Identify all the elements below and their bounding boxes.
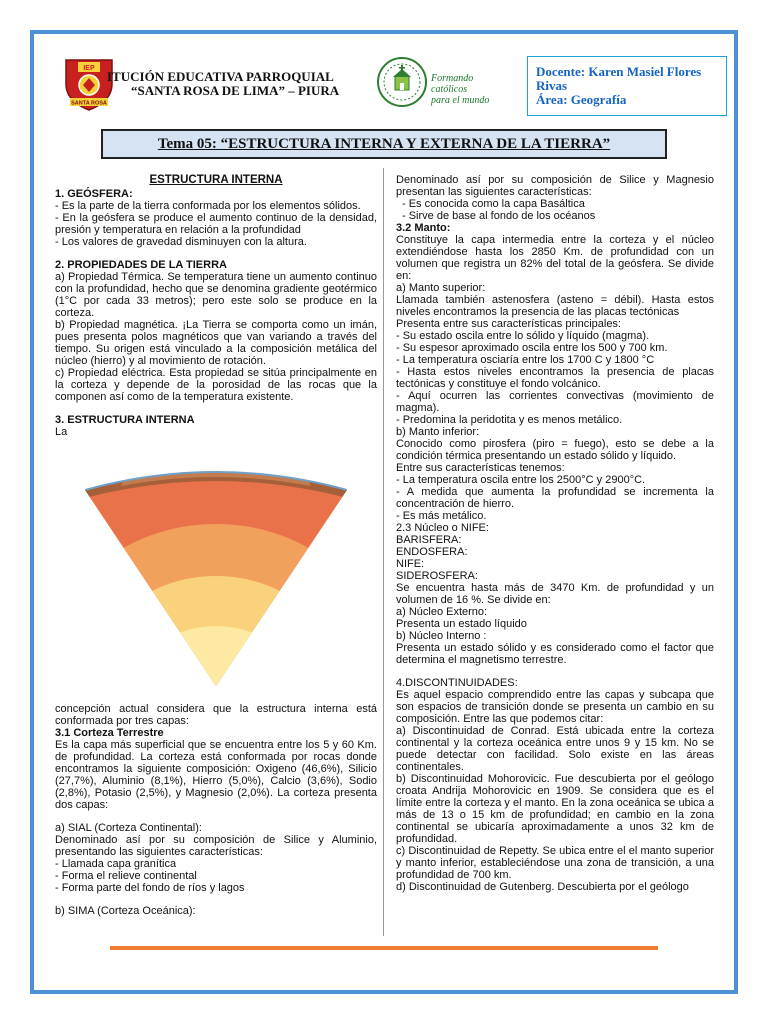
property-electric: c) Propiedad eléctrica. Esta propiedad se sitúa principalmente en la corteza y depende de la porosidad de las rocas que la componen así como de la temperatura existente. <box>55 367 377 403</box>
sima-heading: b) SIMA (Corteza Oceánica): <box>55 905 196 917</box>
geosfera-heading: 1. GEÓSFERA: <box>55 188 133 200</box>
school-name <box>107 70 339 98</box>
slogan-line-2: católicos <box>431 84 468 95</box>
properties-heading: 2. PROPIEDADES DE LA TIERRA <box>55 259 227 271</box>
catholic-seal-logo <box>376 56 428 108</box>
upper-mantle-item-4: - Su espesor aproximado oscila entre los 500 y 700 km. <box>396 342 668 354</box>
upper-mantle-item-7: - Aquí ocurren las corrientes convectivas (movimiento de magma). <box>396 390 714 414</box>
core-name-1: BARISFERA: <box>396 534 462 546</box>
lower-mantle-item-1: Conocido como pirosfera (piro = fuego), esto se debe a la condición térmica presentando un estado sólido y líquido. <box>396 438 714 462</box>
mantle-text: Constituye la capa intermedia entre la corteza y el núcleo extendiéndose hasta los 2850 Km. de profundidad con un volumen que registra un 82% del total de la geósfera. Se divide en: <box>396 234 714 282</box>
footer-accent-line <box>110 946 658 950</box>
sial-item-3: - Forma parte del fondo de ríos y lagos <box>55 882 245 894</box>
discontinuity-mohorovicic: b) Discontinuidad Mohorovicic. Fue descubierta por el geólogo croata Andrija Mohorovicic en 1909. Se considera que es el límite entre la corteza y el manto. En la zona oceánica se ubica a más de 13 o 15 km de profundidad; en cambio en la zona continental se ubicaría aproximadamente a unos 32 km de profundidad. <box>396 773 714 845</box>
teacher-box <box>527 56 727 116</box>
geosfera-item-2: - En la geósfera se produce el aumento continuo de la densidad, presión y temperatura en relación a la profundidad <box>55 212 377 236</box>
teacher-name: Docente: Karen Masiel Flores Rivas <box>536 64 702 93</box>
discontinuity-repetty: c) Discontinuidad de Repetty. Se ubica entre el el manto superior y manto inferior, estableciéndose una zona de transición, a una profundidad de 700 km. <box>396 845 714 881</box>
discontinuity-conrad: a) Discontinuidad de Conrad. Está ubicada entre la corteza continental y la corteza oceánica entre unos 9 y 15 km. No se puede detectar con facilidad. Solo existe en las áreas continentales. <box>396 725 714 773</box>
sial-text: Denominado así por su composición de Silice y Aluminio, presentando las siguientes características: <box>55 834 377 858</box>
core-text: Se encuentra hasta más de 3470 Km. de profundidad y un volumen de 16 %. Se divide en: <box>396 582 714 606</box>
core-name-2: ENDOSFERA: <box>396 546 468 558</box>
crust-text: Es la capa más superficial que se encuentra entre los 5 y 60 Km. de profundidad. La corteza está conformada por rocas donde encontramos la siguiente composición: Oxigeno (46,6%), Silicio (27,7%), Aluminio (8,1%), Hierro (5,0%), Calcio (3,6%), Sodio (2,8%), Potasio (2,5%), y Magnesio (2,0%). La corteza presenta dos capas: <box>55 739 377 811</box>
earth-layers-illustration <box>85 468 347 686</box>
left-column-lower <box>55 703 377 917</box>
slogan <box>431 73 489 106</box>
property-thermal: a) Propiedad Térmica. Se temperatura tiene un aumento continuo con la profundidad, hecho que se denomina gradiente geotérmico (1°C por cada 33 metros); pero este solo se produce en la corteza. <box>55 271 377 319</box>
sial-item-1: - Llamada capa granítica <box>55 858 177 870</box>
upper-mantle-item-3: - Su estado oscila entre lo sólido y líquido (magma). <box>396 330 650 342</box>
crust-heading: 3.1 Corteza Terrestre <box>55 727 164 739</box>
lower-mantle-heading: b) Manto inferior: <box>396 426 480 438</box>
upper-mantle-item-5: - La temperatura osciaría entre los 1700 C y 1800 °C <box>396 354 655 366</box>
geosfera-item-3: - Los valores de gravedad disminuyen con la altura. <box>55 236 307 248</box>
mantle-heading: 3.2 Manto: <box>396 222 451 234</box>
lower-mantle-item-5: - Es más metálico. <box>396 510 487 522</box>
crest-caption: SANTA ROSA <box>71 100 107 107</box>
topic-title: Tema 05: “ESTRUCTURA INTERNA Y EXTERNA DE LA TIERRA” <box>157 136 611 152</box>
topic-title-box <box>101 129 667 159</box>
outer-core-text: Presenta un estado líquido <box>396 618 527 630</box>
slogan-line-3: para el mundo <box>431 95 490 106</box>
discontinuities-heading: 4.DISCONTINUIDADES: <box>396 677 518 689</box>
sima-text: Denominado así por su composición de Silice y Magnesio presentan las siguientes características: <box>396 174 714 198</box>
school-line-1: ITUCIÓN EDUCATIVA PARROQUIAL <box>107 69 334 84</box>
lower-mantle-item-3: - La temperatura oscila entre los 2500°C y 2900°C. <box>396 474 646 486</box>
core-heading: 2.3 Núcleo o NIFE: <box>396 522 489 534</box>
upper-mantle-item-2: Presenta entre sus características principales: <box>396 318 621 330</box>
discontinuity-gutenberg: d) Discontinuidad de Gutenberg. Descubierta por el geólogo <box>396 881 689 893</box>
upper-mantle-heading: a) Manto superior: <box>396 282 486 294</box>
inner-core-heading: b) Núcleo Interno : <box>396 630 487 642</box>
structure-intro-word: La <box>55 426 68 438</box>
section-title: ESTRUCTURA INTERNA <box>149 174 283 186</box>
sima-item-1: - Es conocida como la capa Basáltica <box>402 198 585 210</box>
property-magnetic: b) Propiedad magnética. ¡La Tierra se comporta como un imán, pues presenta polos magnéticos que van variando a través del tiempo. Su origen está vinculado a la composición metálica del núcleo (hierro) y al movimiento de rotación. <box>55 319 377 367</box>
core-name-3: NIFE: <box>396 558 425 570</box>
sial-item-2: - Forma el relieve continental <box>55 870 197 882</box>
right-column <box>396 174 714 893</box>
core-name-4: SIDEROSFERA: <box>396 570 478 582</box>
crest-badge-text: IEP <box>83 65 95 72</box>
column-divider <box>383 168 384 936</box>
outer-core-heading: a) Núcleo Externo: <box>396 606 488 618</box>
lower-mantle-item-4: - A medida que aumenta la profundidad se incrementa la concentración de hierro. <box>396 486 714 510</box>
upper-mantle-item-6: - Hasta estos niveles encontramos la presencia de placas tectónicas y constituye el fondo volcánico. <box>396 366 714 390</box>
sial-heading: a) SIAL (Corteza Continental): <box>55 822 202 834</box>
subject-area: Área: Geografía <box>536 92 627 107</box>
upper-mantle-item-8: - Predomina la peridotita y es menos metálico. <box>396 414 623 426</box>
structure-heading: 3. ESTRUCTURA INTERNA <box>55 414 195 426</box>
upper-mantle-item-1: Llamada también astenosfera (asteno = débil). Hasta estos niveles encontramos la presencia de las placas tectónicas <box>396 294 714 318</box>
school-line-2: “SANTA ROSA DE LIMA” – PIURA <box>131 83 340 98</box>
inner-core-text: Presenta un estado sólido y es considerado como el factor que determina el magnetismo terrestre. <box>396 642 714 666</box>
slogan-line-1: Formando <box>431 73 474 84</box>
lower-mantle-item-2: Entre sus características tenemos: <box>396 462 565 474</box>
geosfera-item-1: - Es la parte de la tierra conformada por los elementos sólidos. <box>55 200 361 212</box>
left-column <box>55 174 377 438</box>
discontinuities-intro: Es aquel espacio comprendido entre las capas y subcapa que son espacios de transición donde se presenta un cambio en su composición. Entre las que podemos citar: <box>396 689 714 725</box>
structure-intro: concepción actual considera que la estructura interna está conformada por tres capas: <box>55 703 377 727</box>
sima-item-2: - Sirve de base al fondo de los océanos <box>402 210 596 222</box>
